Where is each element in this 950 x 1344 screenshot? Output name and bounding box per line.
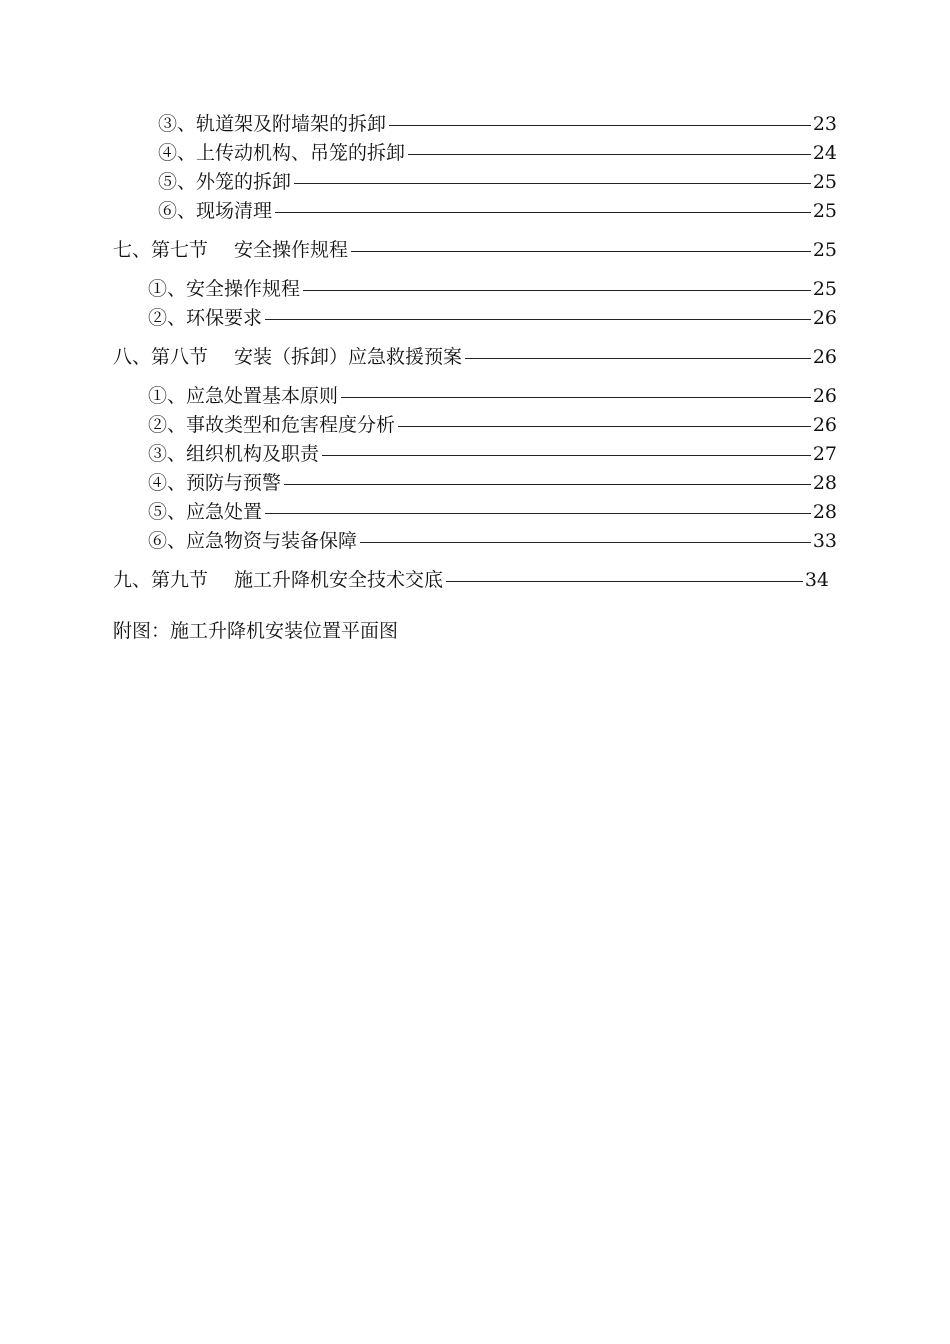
toc-entry-label: ②、环保要求	[148, 307, 263, 329]
toc-leader	[360, 542, 811, 543]
toc-entry-page: 33	[812, 530, 837, 552]
toc-leader	[341, 397, 811, 398]
toc-leader	[303, 290, 811, 291]
toc-section-title: 施工升降机安全技术交底	[234, 569, 444, 591]
toc-section-label	[113, 567, 443, 593]
toc-leader	[265, 513, 811, 514]
toc-section-number: 七、第七节	[113, 239, 209, 261]
toc-entry-label: ①、安全操作规程	[148, 278, 301, 300]
toc-entry-page: 26	[812, 307, 837, 329]
toc-leader	[294, 183, 811, 184]
toc-leader	[408, 154, 811, 155]
toc-entry-page: 27	[812, 443, 837, 465]
toc-entry-page: 25	[812, 171, 837, 193]
toc-entry[interactable]	[148, 383, 837, 409]
toc-section-number: 八、第八节	[113, 346, 209, 368]
toc-entry-label: ①、应急处置基本原则	[148, 385, 339, 407]
toc-entry-page: 26	[812, 414, 837, 436]
toc-entry-page: 25	[812, 200, 837, 222]
toc-leader	[465, 358, 811, 359]
toc-entry-page: 25	[812, 278, 837, 300]
toc-leader	[398, 426, 811, 427]
toc-leader	[389, 125, 811, 126]
toc-section-9[interactable]	[113, 567, 829, 593]
toc-entry[interactable]	[148, 305, 837, 331]
toc-entry[interactable]	[158, 111, 837, 137]
toc-entry[interactable]	[148, 528, 837, 554]
toc-section-7[interactable]	[113, 237, 837, 263]
toc-entry-label: ⑥、现场清理	[158, 200, 273, 222]
toc-entry-label: ②、事故类型和危害程度分析	[148, 414, 396, 436]
toc-section-label	[113, 344, 462, 370]
toc-entry[interactable]	[158, 169, 837, 195]
toc-leader	[275, 212, 811, 213]
toc-leader	[284, 484, 811, 485]
toc-entry[interactable]	[148, 499, 837, 525]
toc-entry[interactable]	[148, 276, 837, 302]
toc-entry-page: 24	[812, 142, 837, 164]
toc-entry-label: ④、预防与预警	[148, 472, 282, 494]
toc-section-number: 九、第九节	[113, 569, 209, 591]
toc-entry-label: ③、轨道架及附墙架的拆卸	[158, 113, 387, 135]
toc-section-page: 26	[812, 346, 837, 368]
toc-appendix[interactable]: 附图：施工升降机安装位置平面图	[113, 620, 399, 642]
toc-leader	[265, 319, 811, 320]
toc-leader	[446, 581, 803, 582]
toc-section-title: 安全操作规程	[234, 239, 349, 261]
toc-leader	[322, 455, 811, 456]
toc-entry[interactable]	[148, 412, 837, 438]
toc-entry-label: ⑤、应急处置	[148, 501, 263, 523]
toc-entry-page: 28	[812, 501, 837, 523]
toc-entry-page: 28	[812, 472, 837, 494]
toc-entry[interactable]	[158, 140, 837, 166]
toc-entry-page: 23	[812, 113, 837, 135]
toc-section-label	[113, 237, 348, 263]
toc-entry-label: ④、上传动机构、吊笼的拆卸	[158, 142, 406, 164]
toc-section-page: 34	[804, 569, 829, 591]
toc-section-8[interactable]	[113, 344, 837, 370]
toc-section-title: 安装（拆卸）应急救援预案	[234, 346, 463, 368]
toc-entry[interactable]	[158, 198, 837, 224]
toc-entry-label: ⑤、外笼的拆卸	[158, 171, 292, 193]
toc-entry[interactable]	[148, 470, 837, 496]
toc-entry-page: 26	[812, 385, 837, 407]
toc-entry-label: ③、组织机构及职责	[148, 443, 320, 465]
toc-leader	[351, 251, 811, 252]
toc-entry[interactable]	[148, 441, 837, 467]
toc-entry-label: ⑥、应急物资与装备保障	[148, 530, 358, 552]
toc-section-page: 25	[812, 239, 837, 261]
